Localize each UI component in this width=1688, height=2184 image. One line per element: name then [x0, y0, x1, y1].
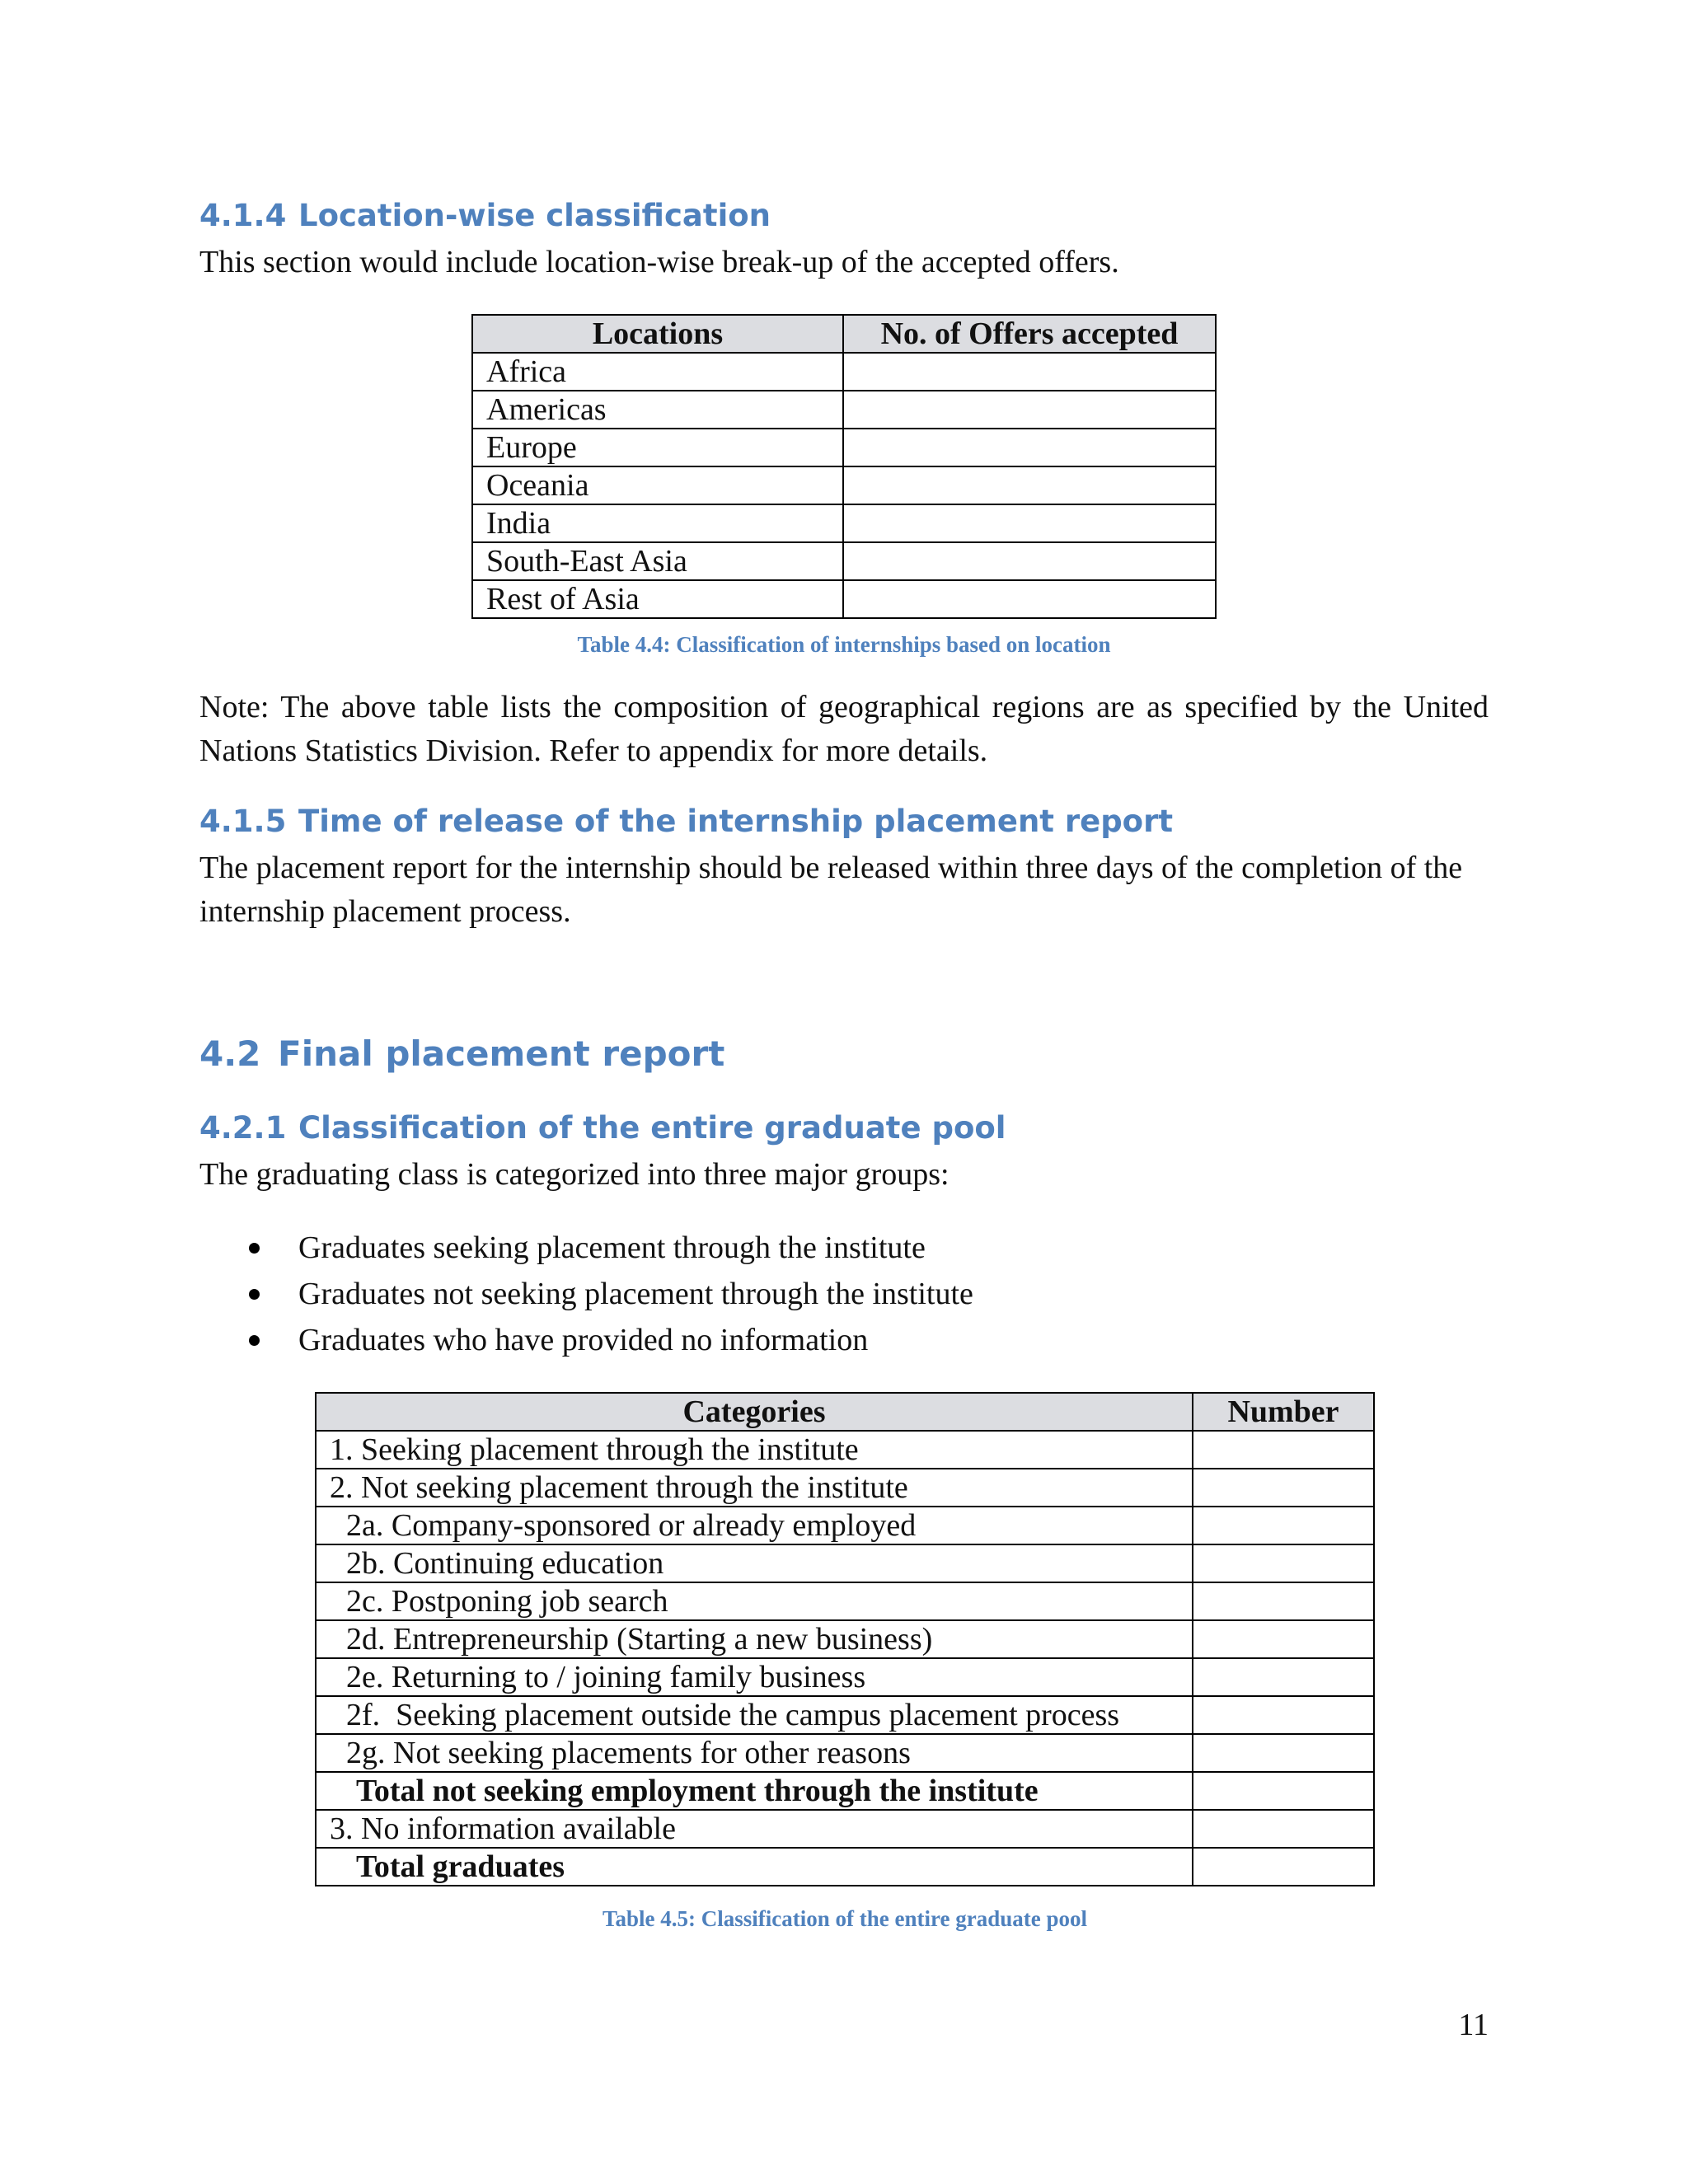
column-header-offers: No. of Offers accepted: [843, 315, 1216, 353]
table-row: [472, 580, 1216, 618]
location-cell: Europe: [472, 429, 843, 466]
list-item-text: Graduates not seeking placement through the institute: [298, 1277, 973, 1311]
page-number: 11: [1458, 2008, 1489, 2042]
section-heading-4-1-5: [199, 804, 1173, 839]
list-item: [199, 1225, 973, 1271]
table-caption-4-4: Table 4.4: Classification of internships based on location: [577, 632, 1111, 657]
section-heading-4-2: [199, 1033, 724, 1074]
bullet-list: [199, 1225, 973, 1363]
category-cell: 2g. Not seeking placements for other reasons: [316, 1734, 1193, 1772]
section-title: Time of release of the internship placement report: [298, 804, 1174, 839]
section-intro-location: This section would include location-wise break-up of the accepted offers.: [199, 245, 1119, 279]
offers-cell: [843, 391, 1216, 429]
location-cell: Africa: [472, 353, 843, 391]
column-header-number: Number: [1193, 1393, 1374, 1431]
category-cell: 2d. Entrepreneurship (Starting a new business): [316, 1620, 1193, 1658]
table-row: [316, 1620, 1374, 1658]
number-cell: [1193, 1582, 1374, 1620]
category-cell: 1. Seeking placement through the institute: [316, 1431, 1193, 1469]
offers-cell: [843, 542, 1216, 580]
table-row: [316, 1848, 1374, 1886]
table-row: [472, 542, 1216, 580]
list-item-text: Graduates seeking placement through the institute: [298, 1230, 926, 1265]
number-cell: [1193, 1620, 1374, 1658]
number-cell: [1193, 1658, 1374, 1696]
offers-cell: [843, 353, 1216, 391]
list-item-text: Graduates who have provided no information: [298, 1323, 869, 1357]
table-row: [472, 429, 1216, 466]
section-heading-4-1-4: [199, 198, 771, 233]
number-cell: [1193, 1696, 1374, 1734]
section-number: 4.1.5: [199, 804, 287, 839]
bullet-icon: [249, 1335, 260, 1346]
categories-table: [315, 1392, 1375, 1886]
offers-cell: [843, 429, 1216, 466]
number-cell: [1193, 1810, 1374, 1848]
number-cell: [1193, 1848, 1374, 1886]
category-cell: 2e. Returning to / joining family business: [316, 1658, 1193, 1696]
column-header-locations: Locations: [472, 315, 843, 353]
table-row: [316, 1696, 1374, 1734]
table-row: [316, 1507, 1374, 1544]
location-cell: Oceania: [472, 466, 843, 504]
section-title: Final placement report: [278, 1033, 725, 1074]
offers-cell: [843, 580, 1216, 618]
section-title: Classification of the entire graduate pool: [298, 1110, 1006, 1146]
number-cell: [1193, 1469, 1374, 1507]
number-cell: [1193, 1772, 1374, 1810]
table-row: [472, 353, 1216, 391]
category-cell: 2a. Company-sponsored or already employed: [316, 1507, 1193, 1544]
table-row: [472, 466, 1216, 504]
table-row: [472, 391, 1216, 429]
section-heading-4-2-1: [199, 1110, 1006, 1146]
number-cell: [1193, 1431, 1374, 1469]
section-number: 4.2.1: [199, 1110, 287, 1146]
note-paragraph: Note: The above table lists the composition of geographical regions are as specified by the United Nations Statistics Division. Refer to appendix for more details.: [199, 690, 1489, 768]
table-row: [316, 1431, 1374, 1469]
category-cell: 2c. Postponing job search: [316, 1582, 1193, 1620]
offers-cell: [843, 466, 1216, 504]
table-caption-4-5: Table 4.5: Classification of the entire graduate pool: [603, 1906, 1087, 1931]
location-cell: India: [472, 504, 843, 542]
total-category-cell: Total not seeking employment through the institute: [316, 1772, 1193, 1810]
bullet-icon: [249, 1243, 260, 1254]
category-cell: 3. No information available: [316, 1810, 1193, 1848]
location-cell: South-East Asia: [472, 542, 843, 580]
table-header-row: [316, 1393, 1374, 1431]
section-body-release: The placement report for the internship should be released within three days of the completion of the internship placement process.: [199, 851, 1463, 929]
section-intro-graduates: The graduating class is categorized into three major groups:: [199, 1157, 950, 1192]
section-number: 4.1.4: [199, 198, 287, 233]
section-title: Location-wise classification: [298, 198, 771, 233]
location-cell: Rest of Asia: [472, 580, 843, 618]
table-row: [316, 1772, 1374, 1810]
table-row: [316, 1810, 1374, 1848]
table-row: [472, 504, 1216, 542]
location-cell: Americas: [472, 391, 843, 429]
table-row: [316, 1544, 1374, 1582]
column-header-categories: Categories: [316, 1393, 1193, 1431]
number-cell: [1193, 1507, 1374, 1544]
table-row: [316, 1658, 1374, 1696]
category-cell: 2b. Continuing education: [316, 1544, 1193, 1582]
location-table: [471, 314, 1217, 619]
number-cell: [1193, 1734, 1374, 1772]
table-row: [316, 1734, 1374, 1772]
bullet-icon: [249, 1289, 260, 1300]
total-category-cell: Total graduates: [316, 1848, 1193, 1886]
table-row: [316, 1582, 1374, 1620]
section-number: 4.2: [199, 1033, 261, 1074]
number-cell: [1193, 1544, 1374, 1582]
list-item: [199, 1271, 973, 1317]
list-item: [199, 1317, 973, 1363]
category-cell: 2f. Seeking placement outside the campus placement process: [316, 1696, 1193, 1734]
offers-cell: [843, 504, 1216, 542]
category-cell: 2. Not seeking placement through the institute: [316, 1469, 1193, 1507]
table-row: [316, 1469, 1374, 1507]
table-header-row: [472, 315, 1216, 353]
